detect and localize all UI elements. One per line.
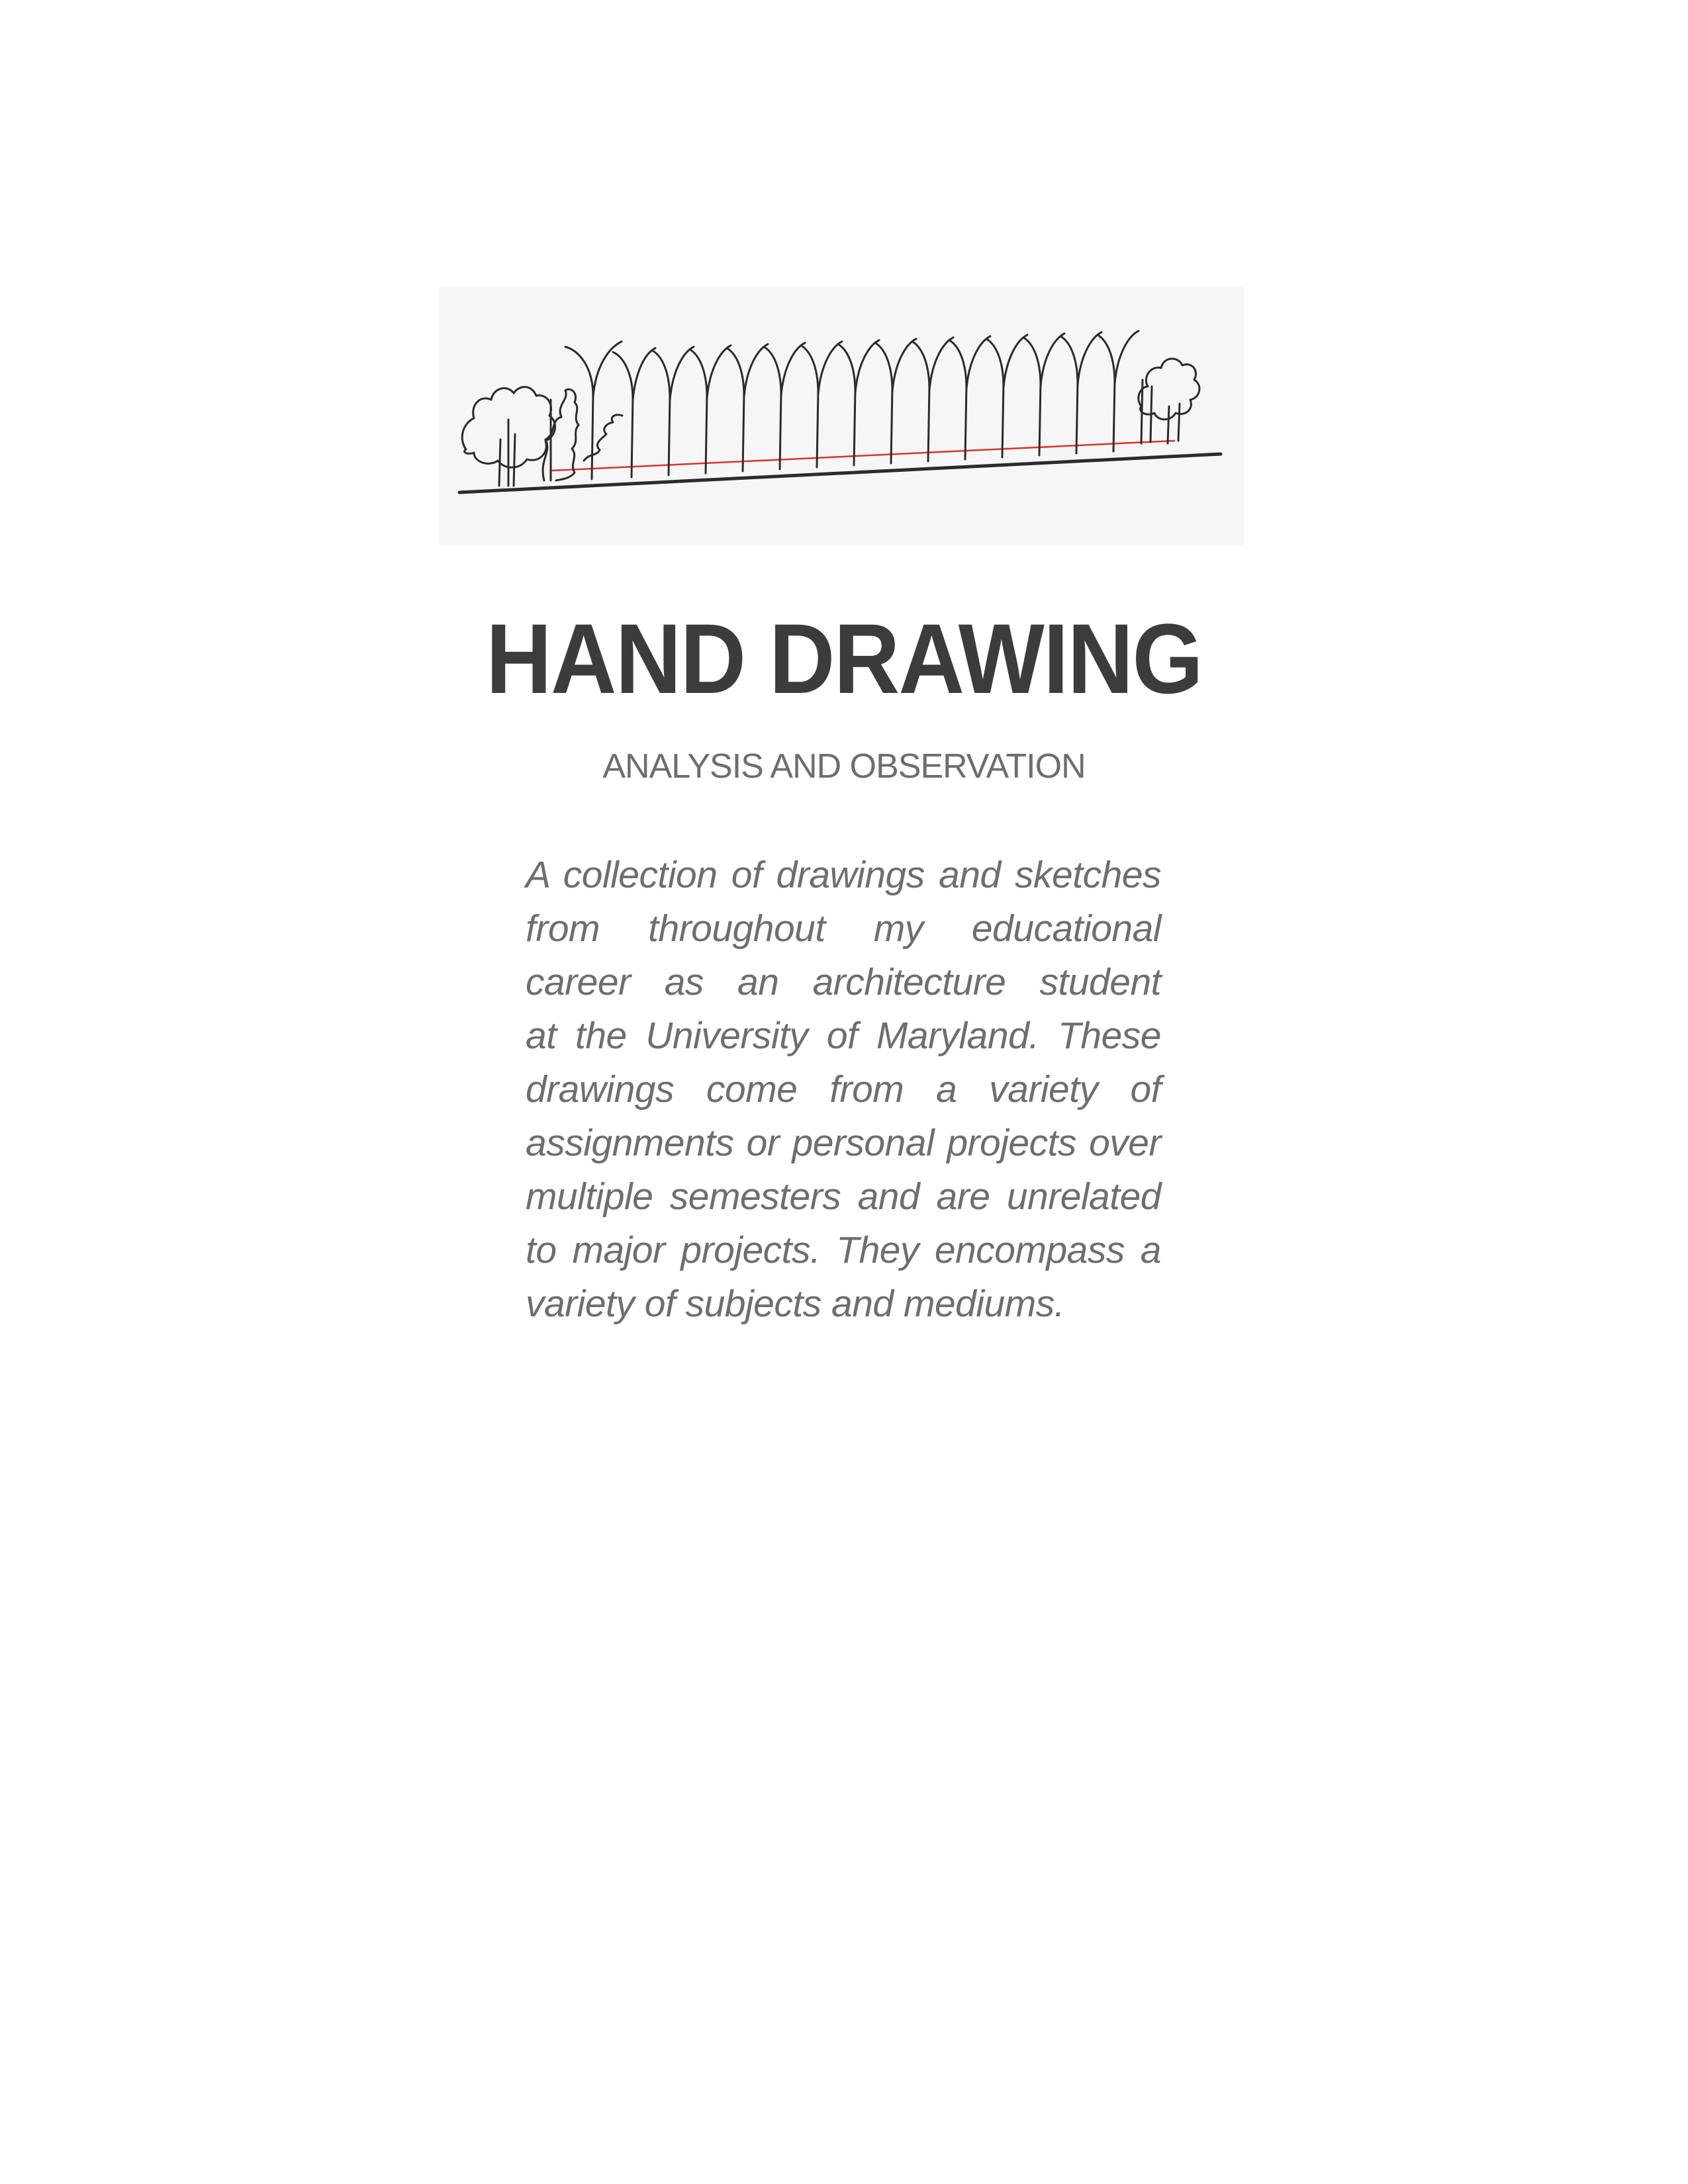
site-section-sketch <box>440 287 1244 545</box>
page-subtitle: ANALYSIS AND OBSERVATION <box>602 747 1086 786</box>
description-line: assignments or personal projects over <box>526 1122 1161 1164</box>
description-paragraph <box>526 848 1161 1331</box>
description-line: at the University of Maryland. These <box>526 1015 1161 1057</box>
description-line: A collection of drawings and sketches <box>526 854 1161 896</box>
description-line: from throughout my educational <box>526 907 1161 950</box>
description-line: career as an architecture student <box>526 961 1161 1003</box>
description-line: drawings come from a variety of <box>526 1068 1161 1111</box>
description-line: multiple semesters and are unrelated <box>526 1175 1161 1218</box>
page-title: HAND DRAWING <box>486 603 1202 714</box>
description-line: variety of subjects and mediums. <box>526 1283 1065 1325</box>
description-line: to major projects. They encompass a <box>526 1229 1161 1271</box>
